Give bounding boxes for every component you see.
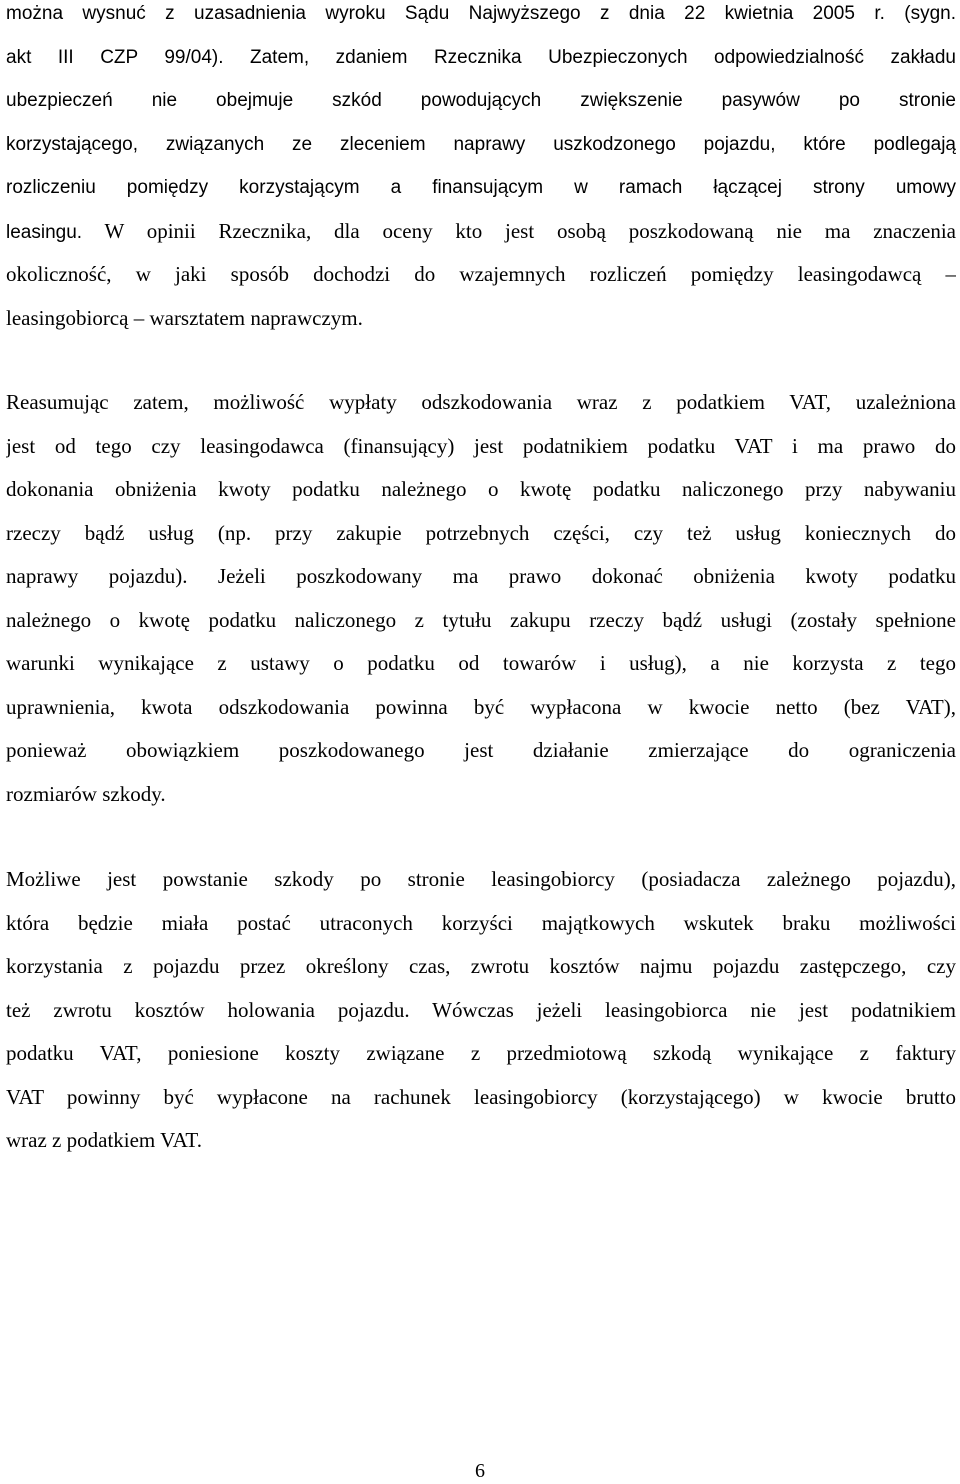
text-fragment-serif: W opinii Rzecznika, dla oceny kto jest osobą poszkodowaną nie ma znaczenia [82, 218, 956, 243]
text-line: rzeczy bądź usług (np. przy zakupie potrzebnych części, czy też usług koniecznych do [6, 520, 956, 545]
paragraph [6, 0, 956, 340]
paragraph [6, 381, 956, 816]
text-line: wraz z podatkiem VAT. [6, 1128, 202, 1152]
text-line: Reasumując zatem, możliwość wypłaty odszkodowania wraz z podatkiem VAT, uzależniona [6, 390, 956, 414]
text-line: akt III CZP 99/04). Zatem, zdaniem Rzecznika Ubezpieczonych odpowiedzialność zakładu [6, 46, 956, 68]
text-line: uprawnienia, kwota odszkodowania powinna być wypłacona w kwocie netto (bez VAT), [6, 694, 956, 719]
text-line: ubezpieczeń nie obejmuje szkód powodujących zwiększenie pasywów po stronie [6, 90, 956, 111]
text-line: też zwrotu kosztów holowania pojazdu. Wówczas jeżeli leasingobiorca nie jest podatnikiem [6, 997, 956, 1022]
text-line: warunki wynikające z ustawy o podatku od towarów i usług), a nie korzysta z tego [6, 651, 956, 675]
text-line: należnego o kwotę podatku naliczonego z tytułu zakupu rzeczy bądź usługi (zostały spełnione [6, 607, 956, 632]
paragraph [6, 858, 956, 1163]
text-line: naprawy pojazdu). Jeżeli poszkodowany ma prawo dokonać obniżenia kwoty podatku [6, 564, 956, 588]
text-line [6, 210, 956, 254]
text-line: podatku VAT, poniesione koszty związane z przedmiotową szkodą wynikające z faktury [6, 1041, 956, 1065]
text-line: rozmiarów szkody. [6, 781, 166, 806]
text-line: można wysnuć z uzasadnienia wyroku Sądu Najwyższego z dnia 22 kwietnia 2005 r. (sygn. [6, 3, 956, 24]
page-number: 6 [475, 1460, 485, 1482]
text-line: jest od tego czy leasingodawca (finansujący) jest podatnikiem podatku VAT i ma prawo do [6, 433, 956, 458]
text-line: rozliczeniu pomiędzy korzystającym a finansującym w ramach łączącej strony umowy [6, 177, 956, 198]
text-line: leasingobiorcą – warsztatem naprawczym. [6, 305, 363, 330]
text-line: korzystania z pojazdu przez określony czas, zwrotu kosztów najmu pojazdu zastępczego, czy [6, 954, 956, 978]
text-line: która będzie miała postać utraconych korzyści majątkowych wskutek braku możliwości [6, 910, 956, 935]
text-line: ponieważ obowiązkiem poszkodowanego jest działanie zmierzające do ograniczenia [6, 738, 956, 762]
text-line: okoliczność, w jaki sposób dochodzi do wzajemnych rozliczeń pomiędzy leasingodawcą – [6, 262, 956, 286]
text-line: korzystającego, związanych ze zleceniem naprawy uszkodzonego pojazdu, które podlegają [6, 133, 956, 155]
text-line: VAT powinny być wypłacone na rachunek leasingobiorcy (korzystającego) w kwocie brutto [6, 1084, 956, 1109]
text-fragment-sans: leasingu. [6, 221, 83, 243]
text-line: dokonania obniżenia kwoty podatku należnego o kwotę podatku naliczonego przy nabywaniu [6, 477, 956, 501]
text-line: Możliwe jest powstanie szkody po stronie leasingobiorcy (posiadacza zależnego pojazdu), [6, 867, 956, 891]
